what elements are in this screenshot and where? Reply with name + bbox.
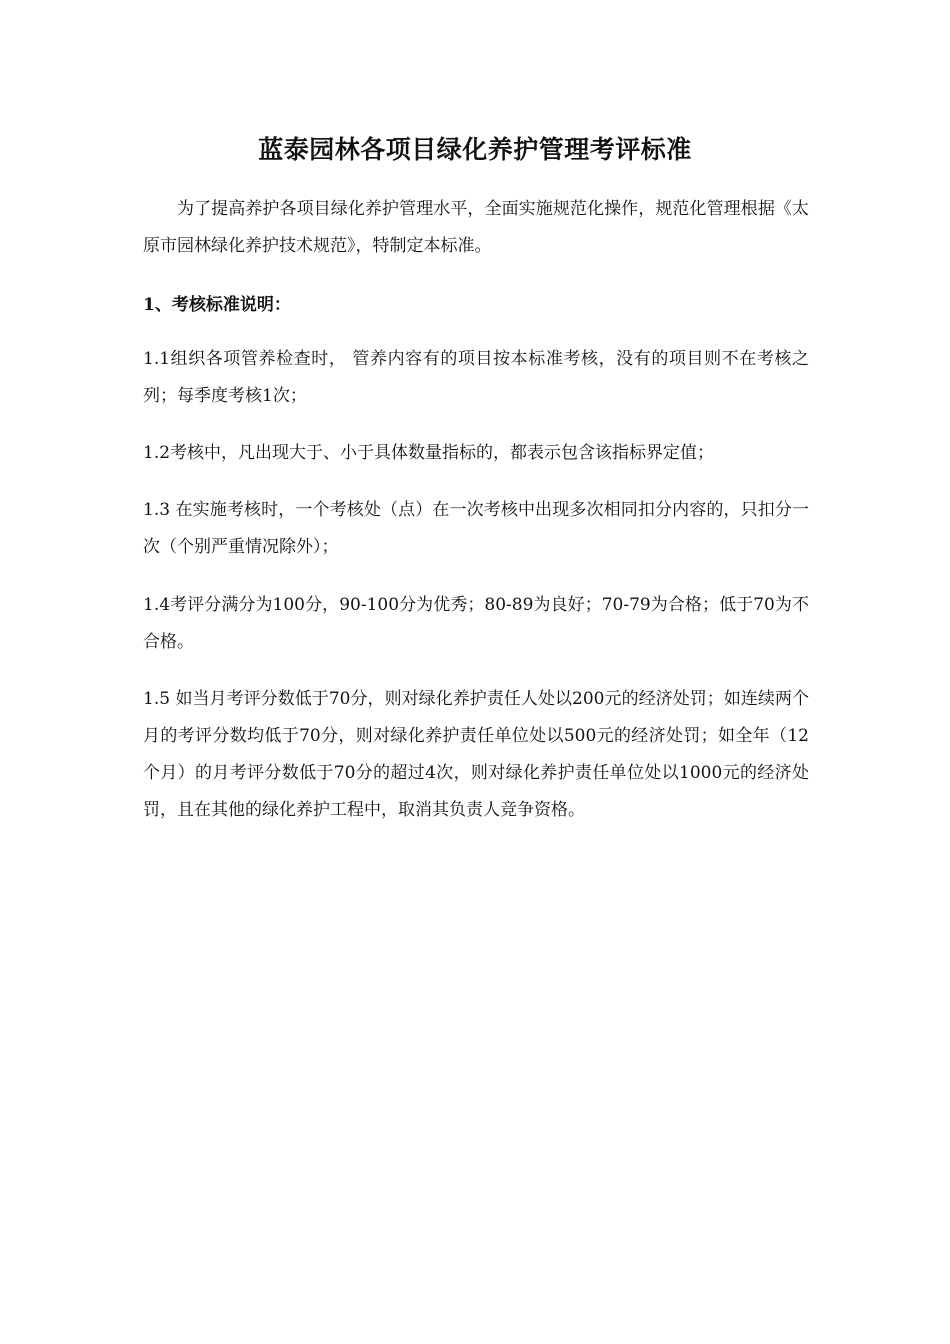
clause-1-5: 1.5 如当月考评分数低于70分，则对绿化养护责任人处以200元的经济处罚；如连续两个月的考评分数均低于70分，则对绿化养护责任单位处以500元的经济处罚；如全年（12个月）的月考评分数低于70分的超过4次，则对绿化养护责任单位处以1000元的经济处罚，且在其他的绿化养护工程中，取消其负责人竞争资格。 <box>143 689 809 820</box>
clause-1-3: 1.3 在实施考核时，一个考核处（点）在一次考核中出现多次相同扣分内容的，只扣分一次（个别严重情况除外）； <box>143 500 809 557</box>
section-heading: 1、考核标准说明： <box>143 295 291 315</box>
clause-1-2: 1.2考核中，凡出现大于、小于具体数量指标的，都表示包含该指标界定值； <box>143 443 715 463</box>
clause-1-4: 1.4考评分满分为100分，90-100分为优秀；80-89为良好；70-79为合格；低于70为不合格。 <box>143 595 809 652</box>
intro-paragraph: 为了提高养护各项目绿化养护管理水平，全面实施规范化操作，规范化管理根据《太原市园林绿化养护技术规范》，特制定本标准。 <box>143 199 809 256</box>
clause-1-1: 1.1组织各项管养检查时， 管养内容有的项目按本标准考核，没有的项目则不在考核之列；每季度考核1次； <box>143 349 809 406</box>
document-title: 蓝泰园林各项目绿化养护管理考评标准 <box>258 135 692 164</box>
